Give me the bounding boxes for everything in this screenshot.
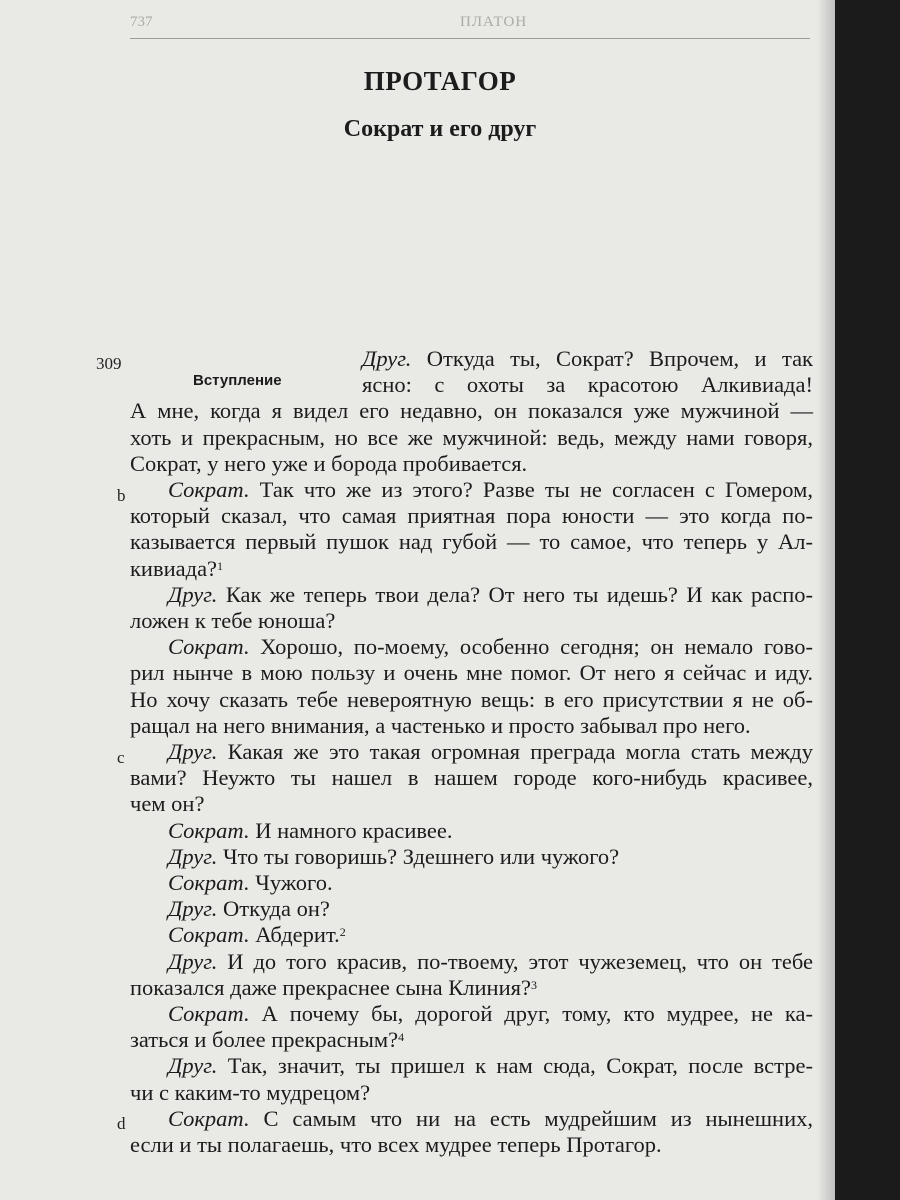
speaker-name: Сократ. [168, 1105, 250, 1131]
text-line [130, 791, 813, 817]
line-text: Но хочу сказать тебе невероятную вещь: в его присутствии я не об- [130, 686, 813, 712]
speaker-name: Друг. [168, 948, 218, 974]
line-text: А мне, когда я видел его недавно, он показался уже мужчиной — [130, 398, 813, 424]
running-head [130, 12, 810, 39]
page-title: ПРОТАГОР [363, 66, 517, 96]
footnote-ref[interactable]: 3 [530, 977, 537, 992]
text-line [130, 1080, 813, 1106]
speaker-name: Друг. [168, 581, 218, 607]
line-text: Так что же из этого? Разве ты не согласен с Гомером, [249, 477, 813, 502]
line-text: Абдерит. [249, 922, 340, 948]
line-text: хоть и прекрасным, но все же мужчиной: ведь, между нами говоря, [130, 424, 813, 450]
line-text: рил нынче в мою пользу и очень мне помог. От него я сейчас и иду. [130, 660, 813, 686]
line-text: чем он? [130, 791, 205, 817]
speaker-name: Друг. [168, 1053, 218, 1079]
page-edge-shadow [817, 0, 835, 1200]
text-line [130, 451, 813, 477]
text-line [130, 687, 813, 713]
text-line [130, 425, 813, 451]
text-line [130, 1053, 813, 1079]
text-line [130, 660, 813, 686]
speaker-name: Друг. [362, 346, 412, 371]
section-marker-b: b [117, 486, 126, 505]
text-line [130, 870, 813, 896]
text-line [130, 1001, 813, 1027]
text-line [130, 844, 813, 870]
running-head-page-number: 737 [130, 14, 153, 30]
text-line [362, 346, 813, 372]
speaker-name: Сократ. [168, 922, 250, 948]
speaker-name: Сократ. [168, 634, 250, 660]
text-line [362, 372, 813, 398]
text-line [130, 1106, 813, 1132]
text-line [130, 529, 813, 555]
line-text: ложен к тебе юноша? [130, 608, 336, 633]
speaker-name: Сократ. [168, 870, 250, 895]
footnote-ref[interactable]: 4 [398, 1030, 405, 1045]
line-text: чи с каким-то мудрецом? [130, 1079, 371, 1105]
line-text: казывается первый пушок над губой — то самое, что теперь у Ал- [130, 529, 813, 555]
line-text: Так, значит, ты пришел к нам сюда, Сократ, после встре- [217, 1053, 813, 1079]
running-head-title: ПЛАТОН [460, 14, 528, 30]
text-line [130, 818, 813, 844]
text-line [130, 896, 813, 922]
speaker-name: Друг. [168, 843, 218, 869]
text-line [130, 713, 813, 739]
line-text: И до того красив, по-твоему, этот чужеземец, что он тебе [217, 948, 813, 974]
line-text: показался даже прекраснее сына Клиния? [130, 974, 531, 1000]
line-text: Как же теперь твои дела? От него ты идешь? И как распо- [217, 581, 813, 607]
speaker-name: Друг. [168, 896, 218, 922]
page-subtitle: Сократ и его друг [343, 116, 537, 142]
line-text: вами? Неужто ты нашел в нашем городе кого-нибудь красивее, [130, 765, 813, 791]
line-text: И намного красивее. [249, 817, 453, 843]
line-text: если и ты полагаешь, что всех мудрее теперь Протагор. [130, 1132, 662, 1157]
line-text: Что ты говоришь? Здешнего или чужого? [217, 843, 620, 869]
speaker-name: Сократ. [168, 1001, 250, 1026]
line-text: Какая же это такая огромная преграда могла стать между [217, 739, 813, 764]
side-heading: Вступление [193, 372, 282, 389]
footnote-ref[interactable]: 1 [217, 558, 224, 573]
section-marker-c: c [117, 748, 125, 767]
line-text: А почему бы, дорогой друг, тому, кто мудрее, не ка- [249, 1001, 813, 1026]
text-line [130, 1027, 813, 1053]
text-line [130, 556, 813, 582]
line-text: кивиада? [130, 555, 218, 581]
line-text: Чужого. [249, 870, 333, 895]
line-text: ясно: с охоты за красотою Алкивиада! [362, 372, 813, 398]
text-line [130, 608, 813, 634]
text-line [130, 922, 813, 948]
section-marker-d: d [117, 1114, 126, 1133]
text-line [130, 739, 813, 765]
text-line [130, 582, 813, 608]
line-text: ращал на него внимания, а частенько и просто забывал про него. [130, 712, 751, 738]
speaker-name: Сократ. [168, 477, 250, 502]
speaker-name: Сократ. [168, 817, 250, 843]
text-line [130, 949, 813, 975]
line-text: С самым что ни на есть мудрейшим из нынешних, [249, 1105, 813, 1131]
speaker-name: Друг. [168, 739, 218, 764]
line-text: который сказал, что самая приятная пора юности — это когда по- [130, 503, 813, 529]
line-text: заться и более прекрасным? [130, 1027, 399, 1053]
text-line [130, 398, 813, 424]
text-line [130, 975, 813, 1001]
line-text: Откуда ты, Сократ? Впрочем, и так [411, 346, 813, 371]
line-text: Откуда он? [217, 896, 330, 922]
text-line [130, 1132, 813, 1158]
text-line [130, 477, 813, 503]
line-text: Сократ, у него уже и борода пробивается. [130, 450, 528, 476]
line-text: Хорошо, по-моему, особенно сегодня; он немало гово- [249, 634, 813, 660]
text-line [130, 765, 813, 791]
text-line [130, 634, 813, 660]
text-line [130, 503, 813, 529]
footnote-ref[interactable]: 2 [339, 925, 346, 940]
stephanus-page-marker: 309 [96, 354, 122, 373]
